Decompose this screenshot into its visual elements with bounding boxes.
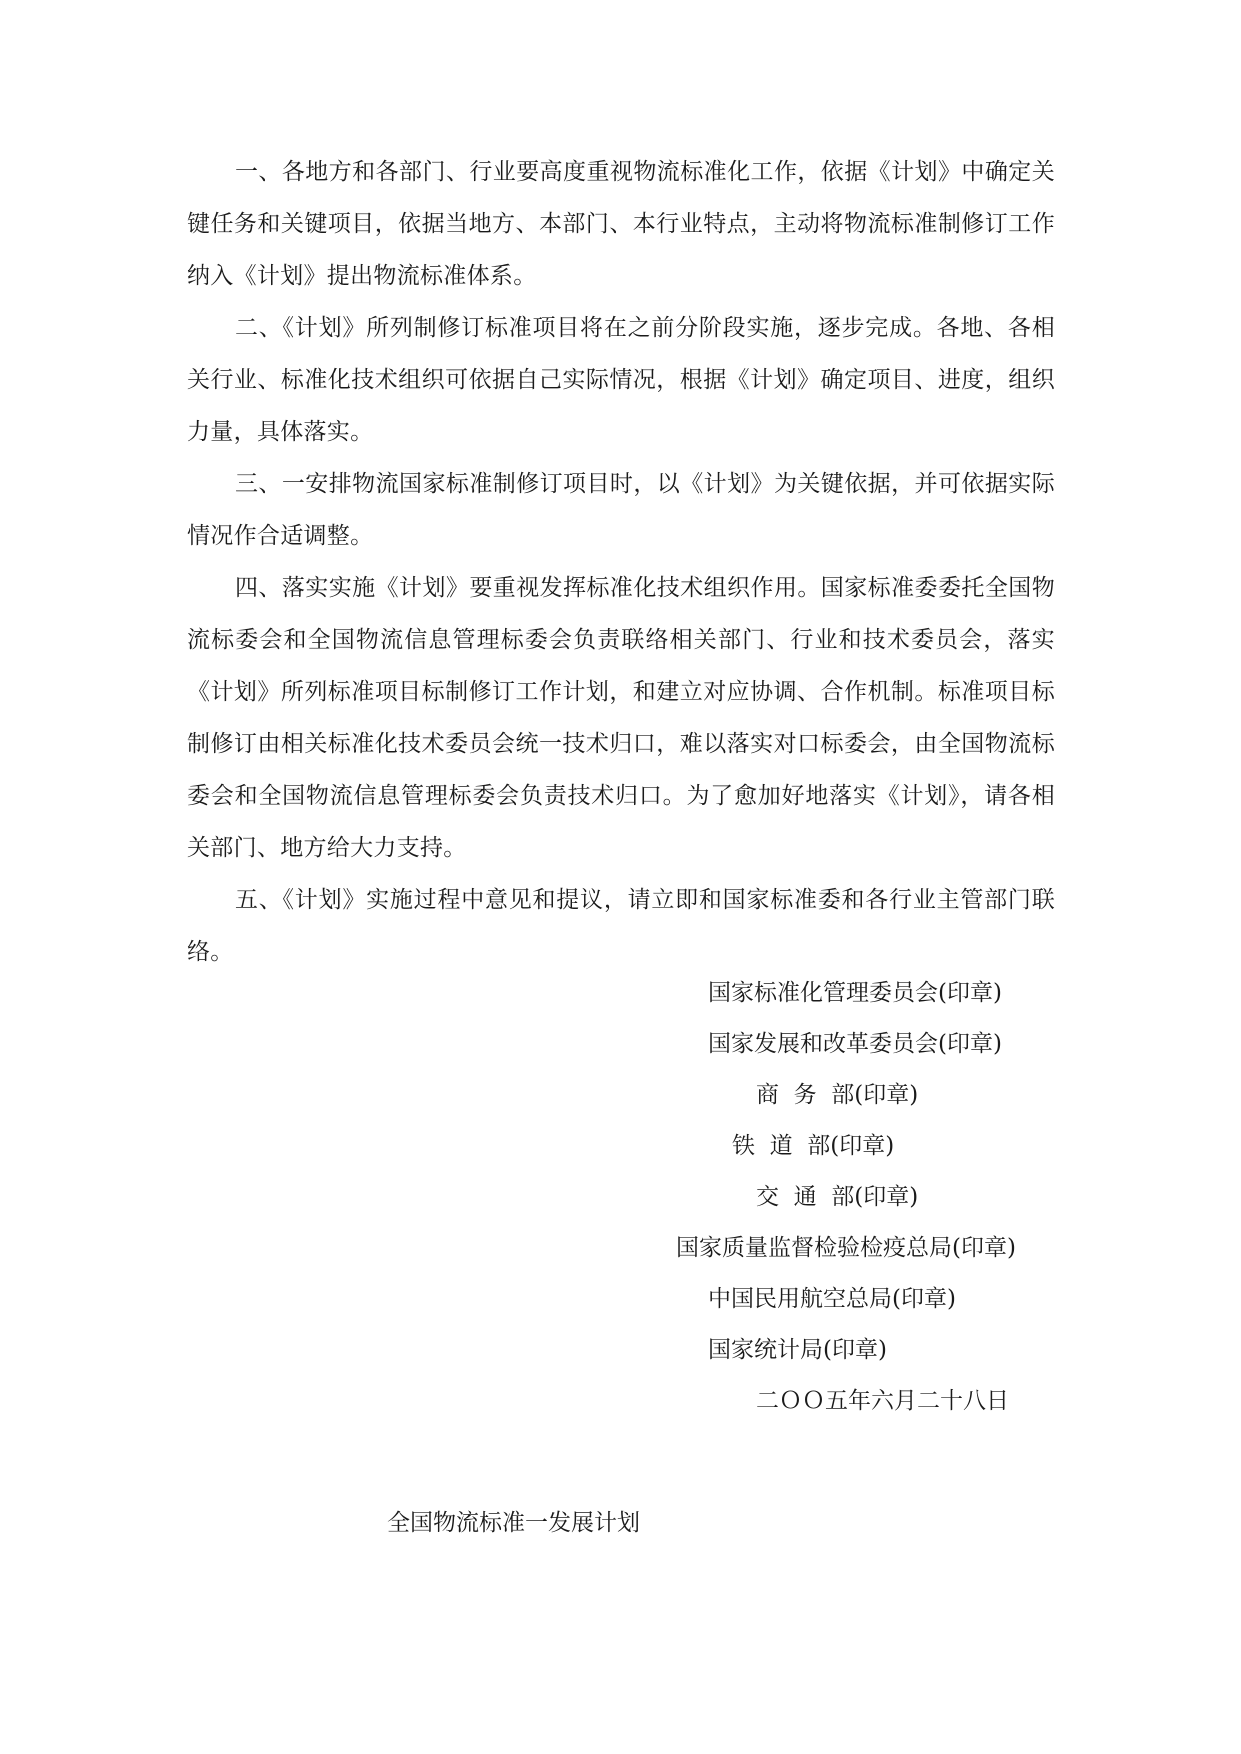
signatory-ndrc: 国家发展和改革委员会(印章) xyxy=(708,1031,1002,1057)
signatory-caac: 中国民用航空总局(印章) xyxy=(708,1286,956,1312)
paragraph-4: 四、落实实施《计划》要重视发挥标准化技术组织作用。国家标准委委托全国物流标委会和全国物流信息管理标委会负责联络相关部门、行业和技术委员会，落实《计划》所列标准项目标制修订工作计划，和建立对应协调、合作机制。标准项目标制修订由相关标准化技术委员会统一技术归口，难以落实对口标委会，由全国物流标委会和全国物流信息管理标委会负责技术归口。为了愈加好地落实《计划》，请各相关部门、地方给大力支持。 xyxy=(187,575,1055,861)
signatory-commerce: 商 务 部(印章) xyxy=(756,1082,919,1108)
signatory-sac: 国家标准化管理委员会(印章) xyxy=(708,980,1002,1006)
paragraph-3: 三、一安排物流国家标准制修订项目时，以《计划》为关键依据，并可依据实际情况作合适调整。 xyxy=(187,471,1055,549)
signatory-railways: 铁 道 部(印章) xyxy=(732,1133,895,1159)
signatory-communications: 交 通 部(印章) xyxy=(756,1184,919,1210)
next-section-title: 全国物流标准一发展计划 xyxy=(387,1510,640,1536)
paragraph-1: 一、各地方和各部门、行业要高度重视物流标准化工作，依据《计划》中确定关键任务和关键项目，依据当地方、本部门、本行业特点，主动将物流标准制修订工作纳入《计划》提出物流标准体系。 xyxy=(187,159,1055,289)
signatory-statistics: 国家统计局(印章) xyxy=(708,1337,887,1363)
paragraph-2: 二、《计划》所列制修订标准项目将在之前分阶段实施，逐步完成。各地、各相关行业、标准化技术组织可依据自己实际情况，根据《计划》确定项目、进度，组织力量，具体落实。 xyxy=(187,315,1055,445)
signatory-aqsiq: 国家质量监督检验检疫总局(印章) xyxy=(676,1235,1016,1261)
document-date: 二ＯＯ五年六月二十八日 xyxy=(756,1388,1009,1414)
paragraph-5: 五、《计划》实施过程中意见和提议，请立即和国家标准委和各行业主管部门联络。 xyxy=(187,887,1055,965)
